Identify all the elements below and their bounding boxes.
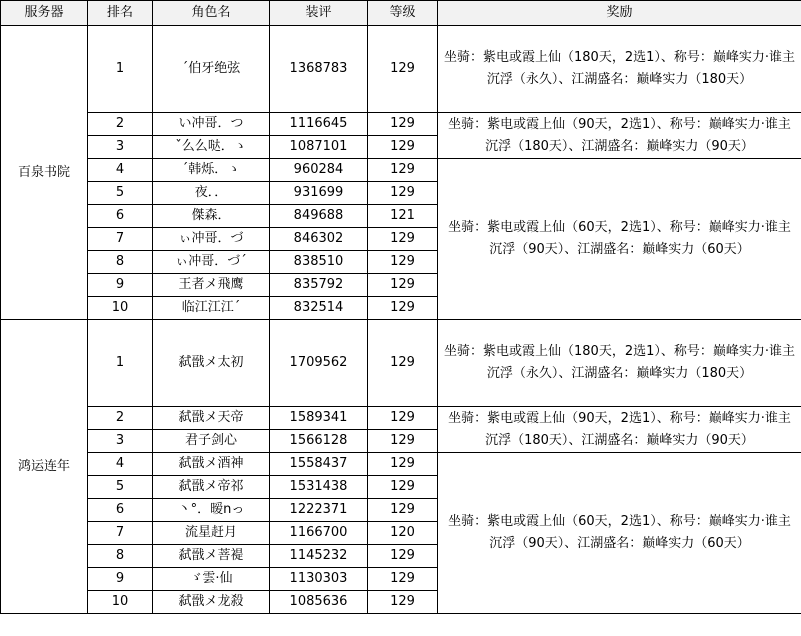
name-cell: ゞ雲·仙 — [153, 568, 270, 591]
name-cell: 王者メ飛鹰 — [153, 274, 270, 297]
level-cell: 129 — [368, 568, 438, 591]
reward-cell: 坐骑：紫电或霞上仙（90天，2选1）、称号：巅峰实力·谁主沉浮（180天）、江湖盛名：巅峰实力（90天） — [438, 407, 801, 453]
rank-cell: 5 — [88, 476, 153, 499]
name-cell: 丶°．暧nっ — [153, 499, 270, 522]
name-cell: 君子剑心 — [153, 430, 270, 453]
score-cell: 1166700 — [270, 522, 368, 545]
score-cell: 1222371 — [270, 499, 368, 522]
score-cell: 846302 — [270, 228, 368, 251]
table-row — [1, 26, 801, 113]
rank-cell: 3 — [88, 136, 153, 159]
score-cell: 1087101 — [270, 136, 368, 159]
rank-cell: 6 — [88, 205, 153, 228]
rank-cell: 9 — [88, 274, 153, 297]
rank-cell: 7 — [88, 228, 153, 251]
name-cell: い冲哥．つ — [153, 113, 270, 136]
header-reward: 奖励 — [438, 1, 801, 26]
level-cell: 129 — [368, 499, 438, 522]
rank-cell: 8 — [88, 545, 153, 568]
name-cell: 弑戩メ天帝 — [153, 407, 270, 430]
score-cell: 1130303 — [270, 568, 368, 591]
level-cell: 129 — [368, 274, 438, 297]
rank-cell: 3 — [88, 430, 153, 453]
level-cell: 129 — [368, 113, 438, 136]
level-cell: 129 — [368, 159, 438, 182]
score-cell: 835792 — [270, 274, 368, 297]
header-character-name: 角色名 — [153, 1, 270, 26]
header-gear-score: 装评 — [270, 1, 368, 26]
level-cell: 129 — [368, 591, 438, 614]
level-cell: 129 — [368, 136, 438, 159]
score-cell: 849688 — [270, 205, 368, 228]
rank-cell: 10 — [88, 591, 153, 614]
level-cell: 129 — [368, 297, 438, 320]
table-row — [1, 453, 801, 476]
name-cell: 弑戩メ酒神 — [153, 453, 270, 476]
name-cell: 弑戩メ龙殺 — [153, 591, 270, 614]
name-cell: 流星赶月 — [153, 522, 270, 545]
name-cell: ˊ伯牙绝弦 — [153, 26, 270, 113]
reward-cell: 坐骑：紫电或霞上仙（180天，2选1）、称号：巅峰实力·谁主沉浮（永久）、江湖盛名：巅峰实力（180天） — [438, 320, 801, 407]
name-cell: ˇ么么哒．ゝ — [153, 136, 270, 159]
name-cell: ˊ韩烁．ゝ — [153, 159, 270, 182]
name-cell: ぃ冲哥．づ — [153, 228, 270, 251]
table-row — [1, 113, 801, 136]
rank-cell: 2 — [88, 113, 153, 136]
level-cell: 129 — [368, 228, 438, 251]
score-cell: 1145232 — [270, 545, 368, 568]
level-cell: 129 — [368, 26, 438, 113]
level-cell: 129 — [368, 476, 438, 499]
level-cell: 121 — [368, 205, 438, 228]
name-cell: 临江江江ˊ — [153, 297, 270, 320]
name-cell: 傑森． — [153, 205, 270, 228]
rank-cell: 2 — [88, 407, 153, 430]
table-row — [1, 320, 801, 407]
header-level: 等级 — [368, 1, 438, 26]
rank-cell: 1 — [88, 320, 153, 407]
reward-cell: 坐骑：紫电或霞上仙（60天，2选1）、称号：巅峰实力·谁主沉浮（90天）、江湖盛名：巅峰实力（60天） — [438, 453, 801, 614]
name-cell: 夜．． — [153, 182, 270, 205]
score-cell: 960284 — [270, 159, 368, 182]
header-rank: 排名 — [88, 1, 153, 26]
score-cell: 1368783 — [270, 26, 368, 113]
rank-cell: 7 — [88, 522, 153, 545]
score-cell: 838510 — [270, 251, 368, 274]
score-cell: 832514 — [270, 297, 368, 320]
level-cell: 129 — [368, 453, 438, 476]
level-cell: 129 — [368, 407, 438, 430]
name-cell: 弑戩メ太初 — [153, 320, 270, 407]
rank-cell: 5 — [88, 182, 153, 205]
rank-cell: 6 — [88, 499, 153, 522]
table-row — [1, 407, 801, 430]
level-cell: 120 — [368, 522, 438, 545]
score-cell: 1589341 — [270, 407, 368, 430]
level-cell: 129 — [368, 545, 438, 568]
reward-cell: 坐骑：紫电或霞上仙（60天，2选1）、称号：巅峰实力·谁主沉浮（90天）、江湖盛名：巅峰实力（60天） — [438, 159, 801, 320]
rank-cell: 4 — [88, 453, 153, 476]
score-cell: 931699 — [270, 182, 368, 205]
name-cell: 弑戩メ菩褆 — [153, 545, 270, 568]
score-cell: 1558437 — [270, 453, 368, 476]
rank-cell: 9 — [88, 568, 153, 591]
reward-cell: 坐骑：紫电或霞上仙（180天，2选1）、称号：巅峰实力·谁主沉浮（永久）、江湖盛名：巅峰实力（180天） — [438, 26, 801, 113]
rank-cell: 4 — [88, 159, 153, 182]
rank-cell: 8 — [88, 251, 153, 274]
score-cell: 1116645 — [270, 113, 368, 136]
header-server: 服务器 — [1, 1, 88, 26]
level-cell: 129 — [368, 320, 438, 407]
name-cell: ぃ冲哥．づˊ — [153, 251, 270, 274]
table-row — [1, 159, 801, 182]
score-cell: 1709562 — [270, 320, 368, 407]
score-cell: 1566128 — [270, 430, 368, 453]
rank-cell: 10 — [88, 297, 153, 320]
server-cell: 百泉书院 — [1, 26, 88, 320]
server-cell: 鸿运连年 — [1, 320, 88, 614]
score-cell: 1531438 — [270, 476, 368, 499]
reward-cell: 坐骑：紫电或霞上仙（90天，2选1）、称号：巅峰实力·谁主沉浮（180天）、江湖盛名：巅峰实力（90天） — [438, 113, 801, 159]
header-row — [1, 1, 801, 26]
rank-cell: 1 — [88, 26, 153, 113]
level-cell: 129 — [368, 182, 438, 205]
level-cell: 129 — [368, 430, 438, 453]
name-cell: 弑戩メ帝祁 — [153, 476, 270, 499]
score-cell: 1085636 — [270, 591, 368, 614]
level-cell: 129 — [368, 251, 438, 274]
